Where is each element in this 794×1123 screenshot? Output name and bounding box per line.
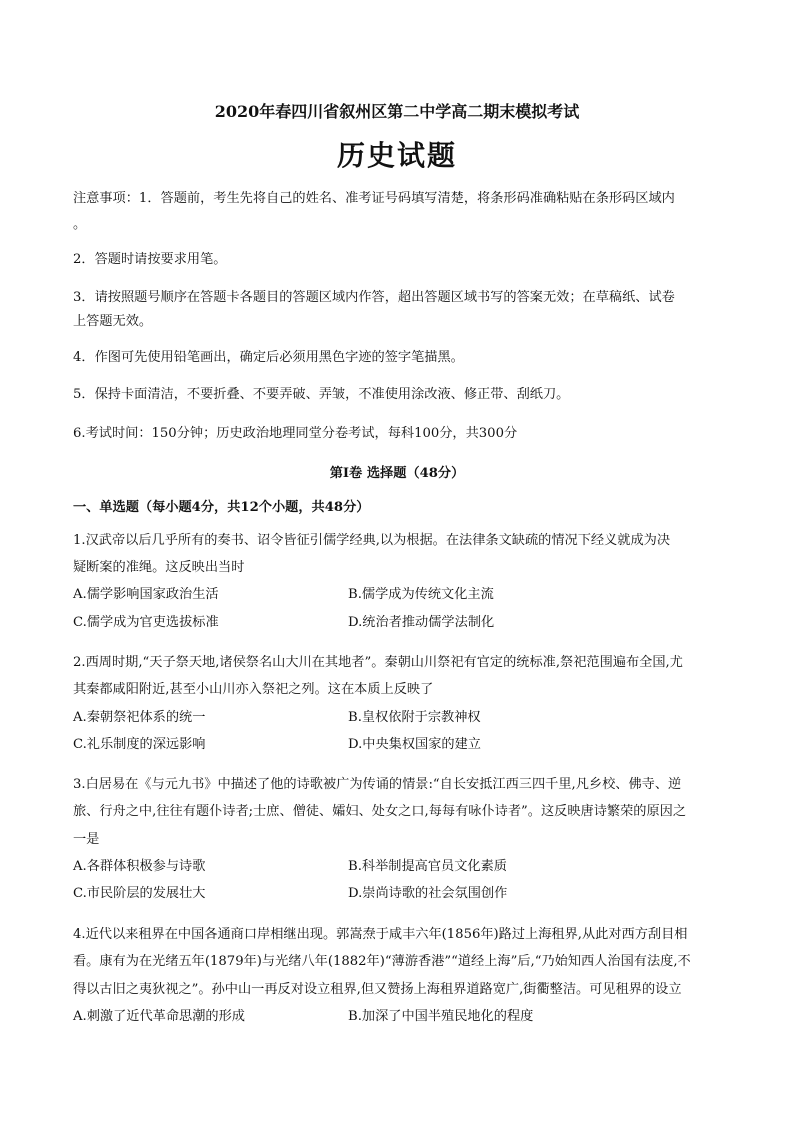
q3-option-b: B.科举制提高官员文化素质 xyxy=(348,859,507,874)
q1-option-b: B.儒学成为传统文化主流 xyxy=(348,587,494,602)
note-1: 注意事项：1．答题前，考生先将自己的姓名、准考证号码填写清楚，将条形码准确粘贴在条形码区域内 xyxy=(73,191,675,206)
q2-option-a: A.秦朝祭祀体系的统一 xyxy=(73,710,206,725)
note-3-cont: 上答题无效。 xyxy=(73,314,153,329)
q4-line-3: 得以古旧之夷狄视之”。孙中山一再反对设立租界,但又赞扬上海租界道路宽广,街衢整洁。可见租界的设立 xyxy=(73,982,682,997)
q1-option-d: D.统治者推动儒学法制化 xyxy=(348,615,495,630)
q1-option-a: A.儒学影响国家政治生活 xyxy=(73,587,219,602)
q4-option-b: B.加深了中国半殖民地化的程度 xyxy=(348,1009,534,1024)
volume-heading: 第Ⅰ卷 选择题（48分） xyxy=(329,466,465,481)
note-5: 5．保持卡面清洁，不要折叠、不要弄破、弄皱，不准使用涂改液、修正带、刮纸刀。 xyxy=(73,387,570,402)
q3-option-a: A.各群体积极参与诗歌 xyxy=(73,859,206,874)
q2-line-2: 其秦都咸阳附近,甚至小山川亦入祭祀之列。这在本质上反映了 xyxy=(73,682,434,697)
q4-option-a: A.刺激了近代革命思潮的形成 xyxy=(73,1009,245,1024)
note-3: 3．请按照题号顺序在答题卡各题目的答题区域内作答，超出答题区域书写的答案无效；在草稿纸、试卷 xyxy=(73,290,675,305)
q1-option-c: C.儒学成为官吏选拔标准 xyxy=(73,615,219,630)
note-1-cont: 。 xyxy=(73,217,87,232)
q1-line-1: 1.汉武帝以后几乎所有的奏书、诏令皆征引儒学经典,以为根据。在法律条文缺疏的情况下经义就成为决 xyxy=(73,533,671,548)
q2-line-1: 2.西周时期,“天子祭天地,诸侯祭名山大川在其地者”。秦朝山川祭祀有官定的统标准,祭祀范围遍布全国,尤 xyxy=(73,655,683,670)
exam-title: 2020年春四川省叙州区第二中学高二期末模拟考试 xyxy=(214,102,580,121)
q3-option-d: D.崇尚诗歌的社会氛围创作 xyxy=(348,886,508,901)
note-4: 4．作图可先使用铅笔画出，确定后必须用黑色字迹的签字笔描黑。 xyxy=(73,350,464,365)
q2-option-b: B.皇权依附于宗教神权 xyxy=(348,710,481,725)
subject-title: 历史试题 xyxy=(336,139,457,172)
note-6: 6.考试时间：150分钟；历史政治地理同堂分卷考试，每科100分，共300分 xyxy=(73,426,518,441)
q1-line-2: 疑断案的准绳。这反映出当时 xyxy=(73,560,245,575)
q3-line-2: 旅、行舟之中,往往有题仆诗者;士庶、僧徒、孀妇、处女之口,每每有咏仆诗者”。这反映唐诗繁荣的原因之 xyxy=(73,804,687,819)
note-2: 2．答题时请按要求用笔。 xyxy=(73,252,227,267)
q3-line-1: 3.白居易在《与元九书》中描述了他的诗歌被广为传诵的情景:“自长安抵江西三四千里,凡乡校、佛寺、逆 xyxy=(73,777,682,792)
part-heading: 一、单选题（每小题4分，共12个小题，共48分） xyxy=(73,500,370,515)
q2-option-d: D.中央集权国家的建立 xyxy=(348,737,481,752)
q3-line-3: 一是 xyxy=(73,832,100,847)
q4-line-1: 4.近代以来租界在中国各通商口岸相继出现。郭嵩焘于咸丰六年(1856年)路过上海租界,从此对西方刮目相 xyxy=(73,927,688,942)
q3-option-c: C.市民阶层的发展壮大 xyxy=(73,886,206,901)
q2-option-c: C.礼乐制度的深远影响 xyxy=(73,737,206,752)
q4-line-2: 看。康有为在光绪五年(1879年)与光绪八年(1882年)“薄游香港”“道经上海”后,“乃始知西人治国有法度,不 xyxy=(73,954,691,969)
